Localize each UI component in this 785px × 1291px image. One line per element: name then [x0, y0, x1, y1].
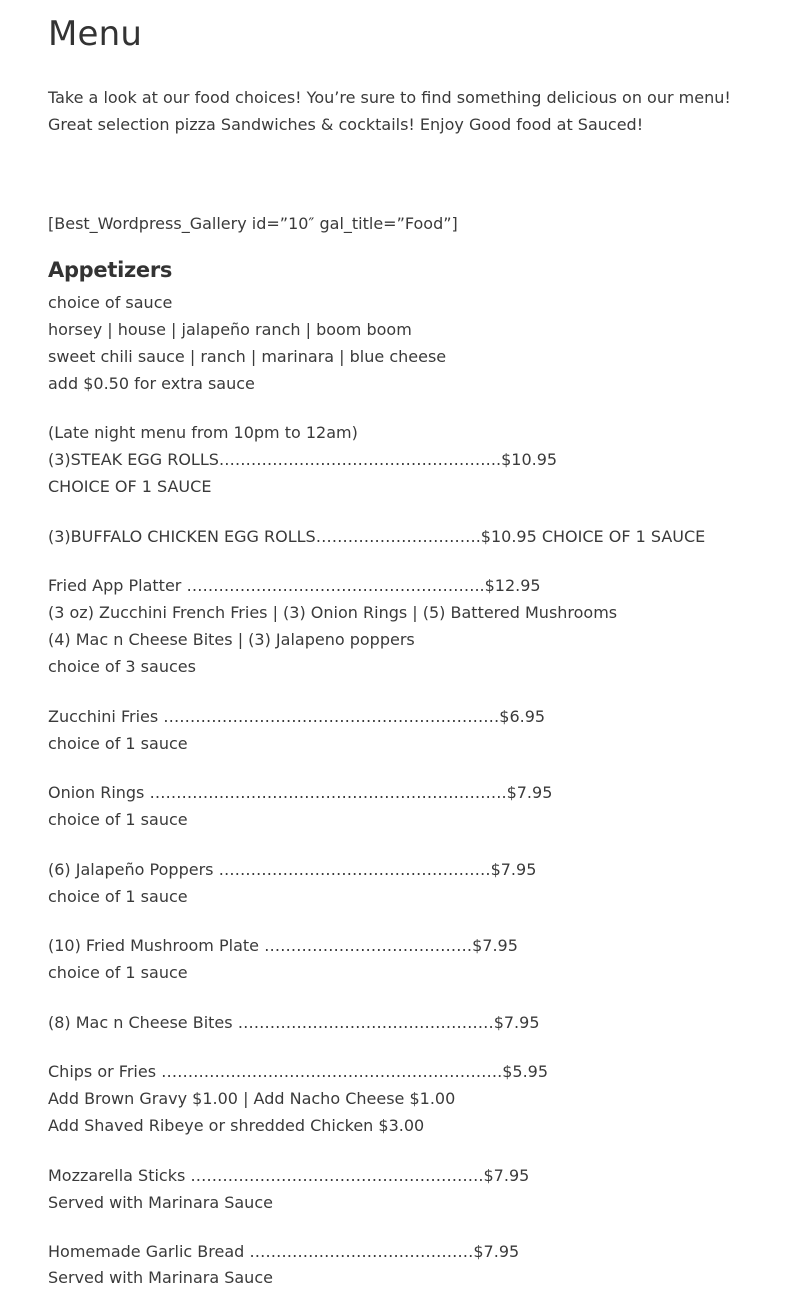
menu-item-mac-n-cheese-bites: (8) Mac n Cheese Bites …………………………………………$7.95: [48, 1013, 540, 1032]
menu-item-detail: choice of 1 sauce: [48, 887, 188, 906]
menu-item-zucchini-fries: Zucchini Fries ………………………………………………………$6.95: [48, 707, 546, 726]
menu-item-detail: (4) Mac n Cheese Bites | (3) Jalapeno poppers: [48, 630, 415, 649]
menu-item-fried-mushroom-plate: (10) Fried Mushroom Plate …………………………………$7.95: [48, 936, 518, 955]
intro-line-1: Take a look at our food choices! You’re sure to find something delicious on our menu!: [48, 88, 731, 107]
menu-item-chips-or-fries: Chips or Fries ……………………………………………………….$5.95: [48, 1062, 549, 1081]
sauce-choice-label: choice of sauce: [48, 293, 173, 312]
sauce-options-line-1: horsey | house | jalapeño ranch | boom boom: [48, 320, 412, 339]
late-night-note: (Late night menu from 10pm to 12am): [48, 423, 358, 442]
sauce-options-line-2: sweet chili sauce | ranch | marinara | blue cheese: [48, 347, 447, 366]
menu-item-detail: Add Brown Gravy $1.00 | Add Nacho Cheese $1.00: [48, 1089, 456, 1108]
menu-item-detail: choice of 1 sauce: [48, 734, 188, 753]
menu-item-detail: CHOICE OF 1 SAUCE: [48, 477, 212, 496]
intro-line-2: Great selection pizza Sandwiches & cocktails! Enjoy Good food at Sauced!: [48, 115, 644, 134]
menu-item-detail: choice of 3 sauces: [48, 657, 196, 676]
menu-item-fried-app-platter: Fried App Platter ………………………………………………..$12.95: [48, 576, 541, 595]
menu-item-onion-rings: Onion Rings ………………………………………………………….$7.95: [48, 783, 553, 802]
menu-item-detail: Served with Marinara Sauce: [48, 1268, 273, 1287]
menu-item-detail: Add Shaved Ribeye or shredded Chicken $3.00: [48, 1116, 425, 1135]
menu-item-detail: choice of 1 sauce: [48, 810, 188, 829]
menu-item-detail: (3 oz) Zucchini French Fries | (3) Onion Rings | (5) Battered Mushrooms: [48, 603, 618, 622]
gallery-shortcode: [Best_Wordpress_Gallery id=”10″ gal_title=”Food”]: [48, 214, 458, 233]
extra-sauce-note: add $0.50 for extra sauce: [48, 374, 255, 393]
menu-item-mozzarella-sticks: Mozzarella Sticks ……………………………………………….$7.95: [48, 1166, 530, 1185]
menu-item-detail: Served with Marinara Sauce: [48, 1193, 273, 1212]
menu-item-steak-egg-rolls: (3)STEAK EGG ROLLS……………………………………………..$10.95: [48, 450, 558, 469]
appetizers-heading: Appetizers: [48, 258, 173, 282]
page-title: Menu: [48, 14, 143, 54]
menu-item-jalapeno-poppers: (6) Jalapeño Poppers ……………………………………………$7.95: [48, 860, 537, 879]
menu-item-buffalo-chicken-egg-rolls: (3)BUFFALO CHICKEN EGG ROLLS………………………….$10.95 CHOICE OF 1 SAUCE: [48, 527, 706, 546]
menu-item-detail: choice of 1 sauce: [48, 963, 188, 982]
menu-item-garlic-bread: Homemade Garlic Bread ……………………………………$7.95: [48, 1242, 520, 1261]
